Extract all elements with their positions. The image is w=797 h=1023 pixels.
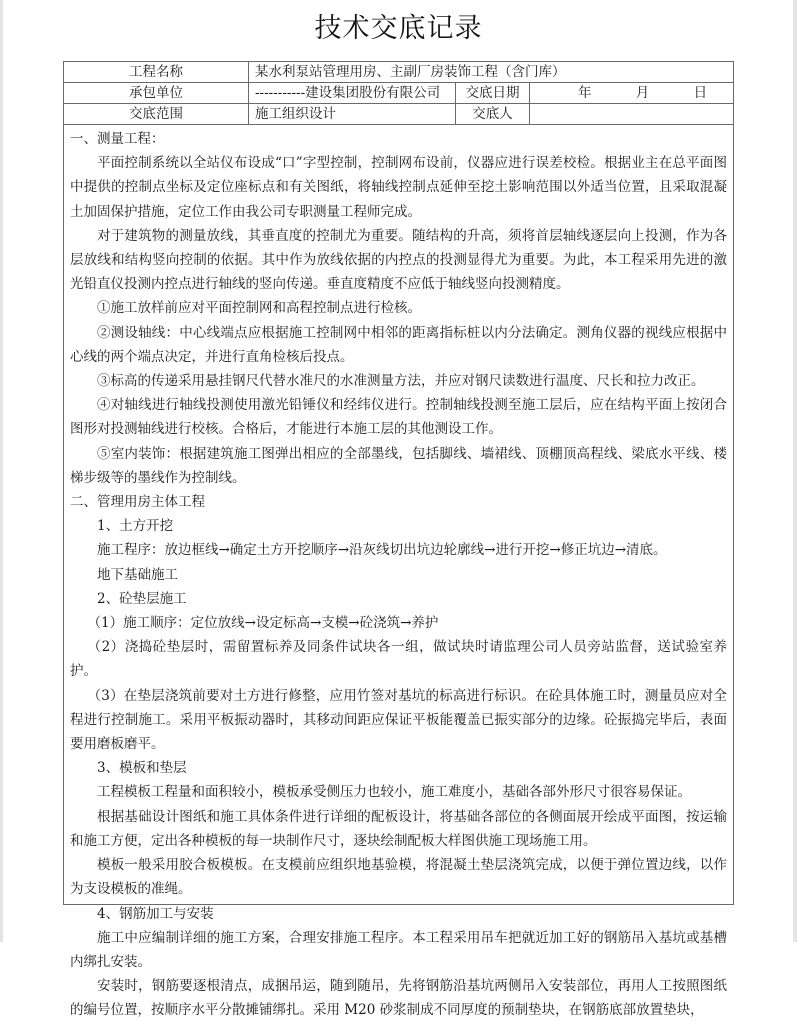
body-paragraph: （2）浇捣砼垫层时，需留置标养及同条件试块各一组，做试块时请监理公司人员旁站监督，送试验室养护。: [70, 639, 727, 680]
date-month: 月: [635, 85, 650, 101]
project-name-label: 工程名称: [64, 62, 249, 83]
body-paragraph: ⑤室内装饰：根据建筑施工图弹出相应的全部墨线，包括脚线、墙裙线、顶棚顶高程线、梁底水平线、楼梯步级等的墨线作为控制线。: [70, 445, 727, 486]
body-paragraph: 工程模板工程量和面积较小，模板承受侧压力也较小，施工难度小，基础各部外形尺寸很容易保证。: [97, 784, 691, 801]
body-paragraph: 根据基础设计图纸和施工具体条件进行详细的配板设计，将基础各部位的各侧面展开绘成平面图，按运输和施工方便，定出各种模板的每一块制作尺寸，逐块绘制配板大样图供施工现场施工用。: [70, 808, 727, 849]
body-paragraph: ③标高的传递采用悬挂钢尺代替水准尺的水准测量方法，并应对钢尺读数进行温度、尺长和拉力改正。: [97, 373, 705, 390]
body-paragraph: 3、模板和垫层: [97, 760, 187, 777]
date-label: 交底日期: [456, 83, 530, 104]
scope-label: 交底范围: [64, 104, 249, 125]
document-title: 技术交底记录: [314, 13, 483, 44]
project-name-value: 某水利泵站管理用房、主副厂房装饰工程（含门库）: [249, 62, 734, 83]
date-day: 日: [693, 85, 708, 101]
disclosure-content: [63, 125, 734, 1019]
page-edge-right: [793, 0, 797, 942]
date-value: [530, 83, 734, 104]
body-paragraph: ④对轴线进行轴线投测使用激光铅锤仪和经纬仪进行。控制轴线投测至施工层后，应在结构平面上按闭合图形对投测轴线进行校核。合格后，才能进行本施工层的其他测设工作。: [70, 397, 727, 438]
body-paragraph: 2、砼垫层施工: [97, 590, 187, 607]
body-paragraph: 施工中应编制详细的施工方案，合理安排施工程序。本工程采用吊车把就近加工好的钢筋吊入基坑或基槽内绑扎安装。: [70, 929, 727, 970]
contractor-value: -----------建设集团股份有限公司: [249, 83, 456, 104]
body-paragraph: 施工程序：放边框线→确定土方开挖顺序→沿灰线切出坑边轮廓线→进行开挖→修正坑边→清底。: [97, 542, 667, 559]
body-paragraph: 平面控制系统以全站仪布设成“口”字型控制，控制网布设前，仪器应进行误差校检。根据业主在总平面图中提供的控制点坐标及定位座标点和有关图纸，将轴线控制点延伸至挖土影响范围以外适当位置，且采取混凝土加固保护措施，定位工作由我公司专职测量工程师完成。: [70, 155, 727, 220]
page-edge-left: [0, 0, 3, 942]
row-contractor: [64, 83, 734, 104]
body-paragraph: 安装时，钢筋要逐根清点，成捆吊运，随到随吊，先将钢筋沿基坑两侧吊入安装部位，再用人工按照图纸的编号位置，按顺序水平分散摊铺绑扎。采用 M20 砂浆制成不同厚度的预制垫块，在钢筋底部放置垫块，: [70, 978, 727, 1019]
body-paragraph: 地下基础施工: [97, 566, 178, 583]
section-heading: 一、测量工程：: [70, 131, 165, 147]
body-paragraph: ②测设轴线：中心线端点应根据施工控制网中相邻的距离指标桩以内分法确定。测角仪器的视线应根据中心线的两个端点决定，并进行直角检核后投点。: [70, 324, 727, 365]
body-paragraph: 1、土方开挖: [97, 518, 174, 535]
body-paragraph: （3）在垫层浇筑前要对土方进行修整，应用竹签对基坑的标高进行标识。在砼具体施工时，测量员应对全程进行控制施工。采用平板振动器时，其移动间距应保证平板能覆盖已振实部分的边缘。砼振捣完毕后，表面要用磨板磨平。: [70, 687, 727, 753]
presenter-value: [530, 104, 734, 125]
date-year: 年: [578, 85, 592, 101]
body-paragraph: 对于建筑物的测量放线，其垂直度的控制尤为重要。随结构的升高，须将首层轴线逐层向上投测，作为各层放线和结构竖向控制的依据。其中作为放线依据的内控点的投测显得尤为重要。为此，本工程采用先进的激光铅直仪投测内控点进行轴线的竖向传递。垂直度精度不应低于轴线竖向投测精度。: [70, 227, 727, 293]
row-project-name: [64, 62, 734, 83]
info-table: [63, 61, 734, 125]
body-paragraph: 模板一般采用胶合板模板。在支模前应组织地基验模，将混凝土垫层浇筑完成，以便于弹位置边线，以作为支设模板的准绳。: [70, 857, 727, 898]
body-paragraph: （1）施工顺序：定位放线→设定标高→支模→砼浇筑→养护: [87, 615, 439, 632]
body-paragraph: 4、钢筋加工与安装: [97, 905, 214, 922]
scope-value: 施工组织设计: [249, 104, 456, 125]
body-paragraph: ①施工放样前应对平面控制网和高程控制点进行检核。: [97, 300, 421, 317]
contractor-label: 承包单位: [64, 83, 249, 104]
row-scope: [64, 104, 734, 125]
section-heading: 二、管理用房主体工程: [70, 494, 205, 511]
presenter-label: 交底人: [456, 104, 530, 125]
